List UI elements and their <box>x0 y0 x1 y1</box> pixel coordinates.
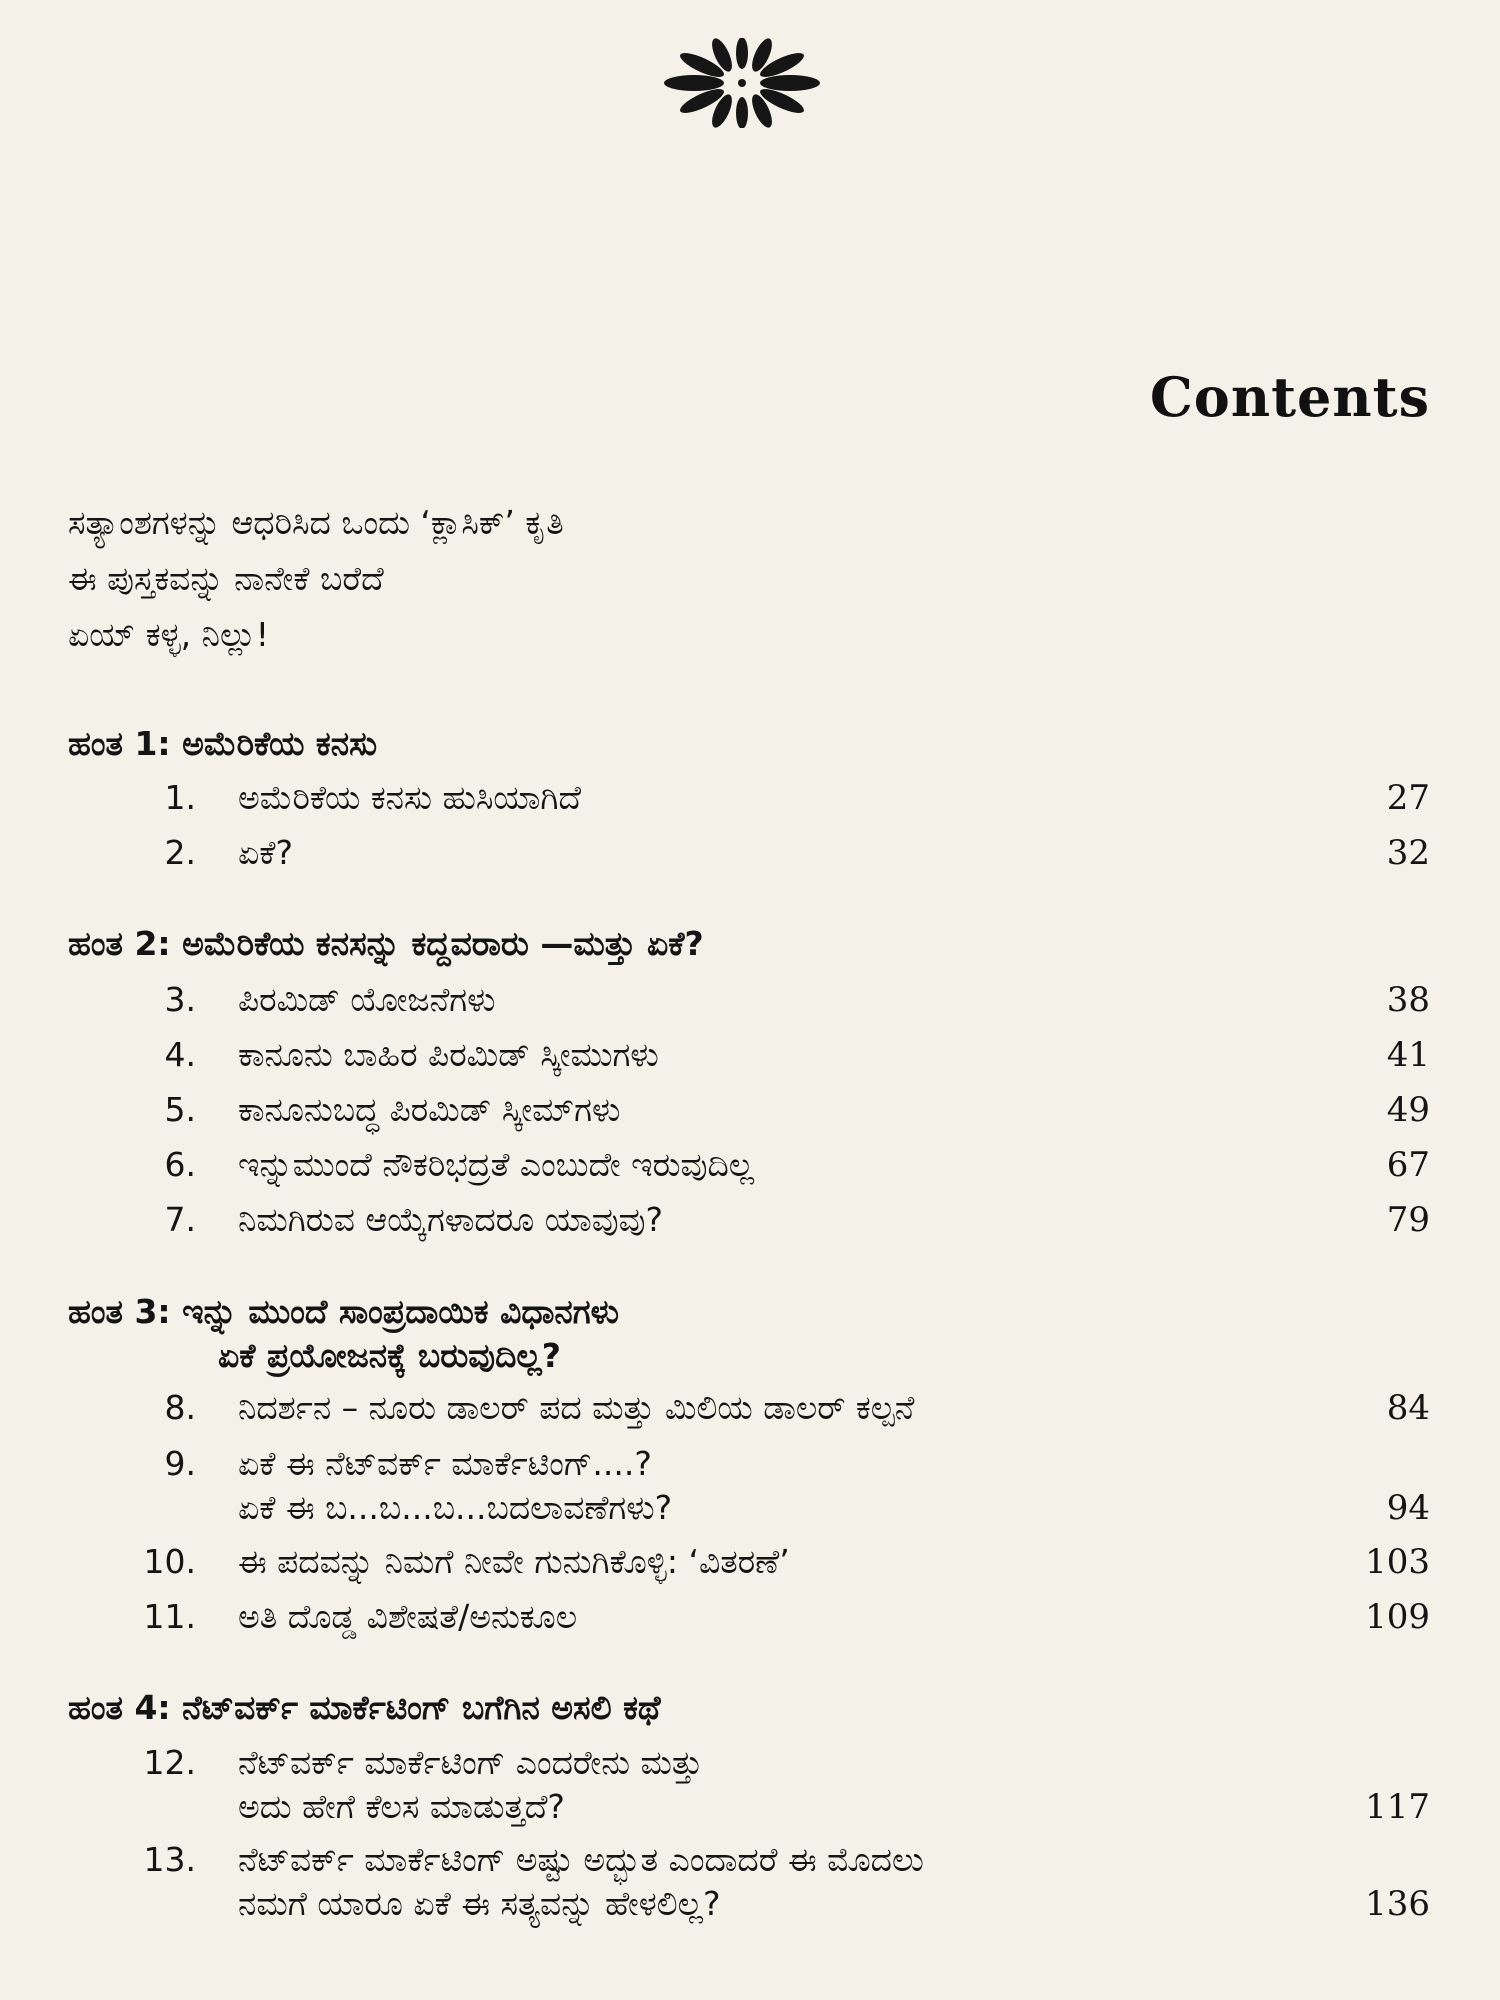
part-heading: ಹಂತ 2: ಅಮೆರಿಕೆಯ ಕನಸನ್ನು ಕದ್ದವರಾರು —ಮತ್ತು ಏಕೆ? <box>68 924 704 963</box>
entry-page: 41 <box>1386 1035 1430 1075</box>
part-heading-line: ಹಂತ 3: ಇನ್ನು ಮುಂದೆ ಸಾಂಪ್ರದಾಯಿಕ ವಿಧಾನಗಳು <box>68 1292 619 1331</box>
intro-item: ಸತ್ಯಾಂಶಗಳನ್ನು ಆಧರಿಸಿದ ಒಂದು ‘ಕ್ಲಾಸಿಕ್’ ಕೃತಿ <box>68 503 564 542</box>
entry-number: 2. <box>164 833 196 872</box>
entry-title: ಇನ್ನುಮುಂದೆ ನೌಕರಿಭದ್ರತೆ ಎಂಬುದೇ ಇರುವುದಿಲ್ಲ <box>238 1145 755 1184</box>
entry-title: ಕಾನೂನುಬದ್ಧ ಪಿರಮಿಡ್ ಸ್ಕೀಮ್‌ಗಳು <box>238 1090 621 1129</box>
part-heading <box>68 1290 619 1378</box>
intro-item: ಈ ಪುಸ್ತಕವನ್ನು ನಾನೇಕೆ ಬರೆದೆ <box>68 559 384 598</box>
entry-number: 4. <box>164 1035 196 1074</box>
entry-page: 67 <box>1386 1145 1430 1185</box>
entry-title: ನಿದರ್ಶನ – ನೂರು ಡಾಲರ್ ಪದ ಮತ್ತು ಮಿಲಿಯ ಡಾಲರ್ ಕಲ್ಪನೆ <box>238 1388 915 1427</box>
entry-number: 1. <box>164 778 196 817</box>
entry-number: 11. <box>143 1597 196 1636</box>
entry-page: 32 <box>1386 833 1430 873</box>
entry-page: 79 <box>1386 1200 1430 1240</box>
entry-page: 38 <box>1386 980 1430 1020</box>
entry-page: 117 <box>1365 1787 1430 1827</box>
entry-title: ನಿಮಗಿರುವ ಆಯ್ಕೆಗಳಾದರೂ ಯಾವುವು? <box>238 1200 664 1239</box>
entry-page: 109 <box>1365 1597 1430 1637</box>
entry-title: ನೆಟ್‌ವರ್ಕ್ ಮಾರ್ಕೆಟಿಂಗ್ ಎಂದರೇನು ಮತ್ತು ಅದು ಹೇಗೆ ಕೆಲಸ ಮಾಡುತ್ತದೆ? <box>238 1743 703 1826</box>
entry-page: 103 <box>1365 1542 1430 1582</box>
entry-number: 13. <box>143 1840 196 1879</box>
entry-title: ನೆಟ್‌ವರ್ಕ್ ಮಾರ್ಕೆಟಿಂಗ್ ಅಷ್ಟು ಅದ್ಭುತ ಎಂದಾದರೆ ಈ ಮೊದಲು ನಮಗೆ ಯಾರೂ ಏಕೆ ಈ ಸತ್ಯವನ್ನು ಹೇಳಲಿಲ್ಲ? <box>238 1840 924 1923</box>
entry-number: 3. <box>164 980 196 1019</box>
floral-ornament-icon <box>652 38 832 128</box>
entry-number: 8. <box>164 1388 196 1427</box>
entry-page: 84 <box>1386 1388 1430 1428</box>
entry-number: 12. <box>143 1743 196 1782</box>
intro-item: ಏಯ್ ಕಳ್ಳ, ನಿಲ್ಲು! <box>68 615 270 654</box>
entry-title: ಕಾನೂನು ಬಾಹಿರ ಪಿರಮಿಡ್ ಸ್ಕೀಮುಗಳು <box>238 1035 659 1074</box>
entry-number: 7. <box>164 1200 196 1239</box>
entry-number: 6. <box>164 1145 196 1184</box>
part-heading: ಹಂತ 4: ನೆಟ್‌ವರ್ಕ್ ಮಾರ್ಕೆಟಿಂಗ್ ಬಗೆಗಿನ ಅಸಲಿ ಕಥೆ <box>68 1688 661 1727</box>
entry-title: ಏಕೆ? <box>238 833 293 872</box>
intro-list <box>68 495 564 663</box>
entry-number: 5. <box>164 1090 196 1129</box>
page-title: Contents <box>1149 365 1430 429</box>
entry-page: 27 <box>1386 778 1430 818</box>
entry-title: ಏಕೆ ಈ ನೆಟ್‌ವರ್ಕ್ ಮಾರ್ಕೆಟಿಂಗ್....? ಏಕೆ ಈ ಬ...ಬ...ಬ...ಬದಲಾವಣೆಗಳು? <box>238 1444 673 1527</box>
entry-title: ಈ ಪದವನ್ನು ನಿಮಗೆ ನೀವೇ ಗುನುಗಿಕೊಳ್ಳಿ: ‘ವಿತರಣೆ’ <box>238 1542 790 1581</box>
entry-page: 136 <box>1365 1884 1430 1924</box>
entry-number: 9. <box>164 1444 196 1483</box>
entry-title: ಅತಿ ದೊಡ್ಡ ವಿಶೇಷತೆ/ಅನುಕೂಲ <box>238 1597 578 1636</box>
part-heading: ಹಂತ 1: ಅಮೆರಿಕೆಯ ಕನಸು <box>68 724 378 763</box>
entry-page: 94 <box>1386 1488 1430 1528</box>
entry-title: ಅಮೆರಿಕೆಯ ಕನಸು ಹುಸಿಯಾಗಿದೆ <box>238 778 582 817</box>
entry-page: 49 <box>1386 1090 1430 1130</box>
entry-number: 10. <box>143 1542 196 1581</box>
part-heading-line: ಏಕೆ ಪ್ರಯೋಜನಕ್ಕೆ ಬರುವುದಿಲ್ಲ? <box>218 1336 561 1375</box>
entry-title: ಪಿರಮಿಡ್ ಯೋಜನೆಗಳು <box>238 980 496 1019</box>
